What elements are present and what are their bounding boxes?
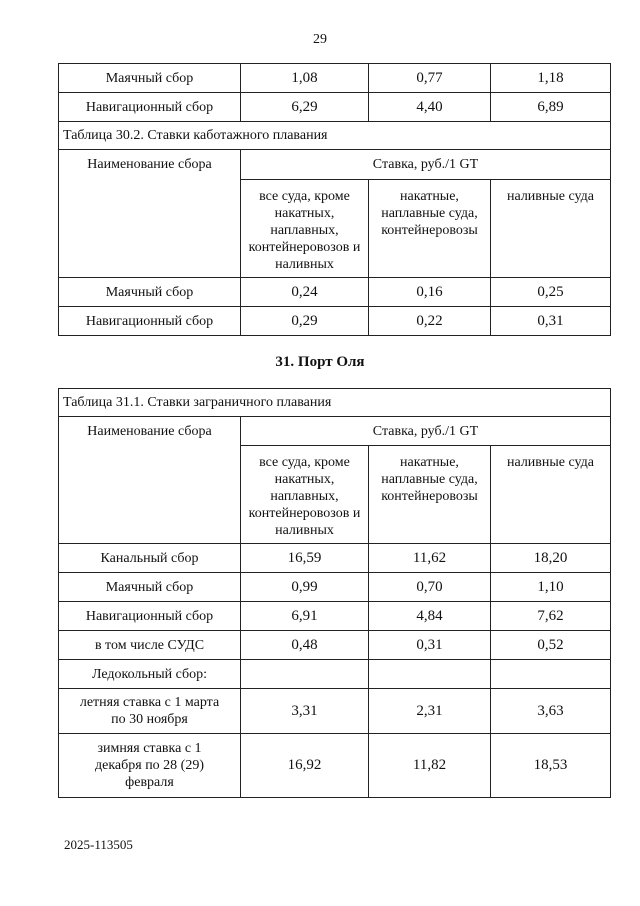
column-header-name: Наименование сбора	[59, 150, 241, 278]
cell-value: 7,62	[491, 602, 611, 631]
row-name: в том числе СУДС	[59, 631, 241, 660]
table-row	[59, 734, 611, 798]
column-subheader: накатные, наплавные суда, контейнеровозы	[369, 180, 491, 278]
cell-value: 6,91	[241, 602, 369, 631]
cell-value: 2,31	[369, 689, 491, 734]
cell-value: 1,18	[491, 64, 611, 93]
table-caption-row	[59, 122, 611, 150]
table-row	[59, 93, 611, 122]
row-name: летняя ставка с 1 марта по 30 ноября	[59, 689, 241, 734]
column-header-rate: Ставка, руб./1 GT	[241, 417, 611, 446]
table-caption: Таблица 30.2. Ставки каботажного плавания	[59, 122, 611, 150]
cell-value: 0,29	[241, 307, 369, 336]
cell-value: 3,31	[241, 689, 369, 734]
cell-value: 16,92	[241, 734, 369, 798]
row-name: Навигационный сбор	[59, 307, 241, 336]
cell-value	[241, 660, 369, 689]
cell-value: 0,22	[369, 307, 491, 336]
column-subheader: все суда, кроме накатных, наплавных, контейнеровозов и наливных	[241, 446, 369, 544]
table-header-row	[59, 417, 611, 446]
row-name: Маячный сбор	[59, 278, 241, 307]
cell-value: 0,52	[491, 631, 611, 660]
cell-value: 0,48	[241, 631, 369, 660]
column-header-name: Наименование сбора	[59, 417, 241, 544]
cell-value	[369, 660, 491, 689]
cell-value: 0,99	[241, 573, 369, 602]
cell-value: 0,16	[369, 278, 491, 307]
table-continuation	[58, 63, 611, 122]
table-header-row	[59, 150, 611, 180]
cell-value: 0,25	[491, 278, 611, 307]
column-header-rate: Ставка, руб./1 GT	[241, 150, 611, 180]
table-row	[59, 573, 611, 602]
table-caption-row	[59, 389, 611, 417]
cell-value: 3,63	[491, 689, 611, 734]
table-row	[59, 660, 611, 689]
cell-value: 1,08	[241, 64, 369, 93]
cell-value: 18,20	[491, 544, 611, 573]
column-subheader: наливные суда	[491, 446, 611, 544]
row-name: Маячный сбор	[59, 573, 241, 602]
table-caption: Таблица 31.1. Ставки заграничного плавания	[59, 389, 611, 417]
cell-value: 0,31	[369, 631, 491, 660]
column-subheader: наливные суда	[491, 180, 611, 278]
row-name: Канальный сбор	[59, 544, 241, 573]
row-name: Навигационный сбор	[59, 602, 241, 631]
section-title: 31. Порт Оля	[275, 354, 365, 370]
table-row	[59, 544, 611, 573]
cell-value: 18,53	[491, 734, 611, 798]
row-name: Навигационный сбор	[59, 93, 241, 122]
column-subheader: все суда, кроме накатных, наплавных, контейнеровозов и наливных	[241, 180, 369, 278]
page-number: 29	[313, 32, 327, 47]
cell-value: 4,40	[369, 93, 491, 122]
cell-value: 16,59	[241, 544, 369, 573]
cell-value: 6,29	[241, 93, 369, 122]
row-name: Ледокольный сбор:	[59, 660, 241, 689]
column-subheader: накатные, наплавные суда, контейнеровозы	[369, 446, 491, 544]
cell-value: 0,77	[369, 64, 491, 93]
table-row	[59, 631, 611, 660]
cell-value: 11,82	[369, 734, 491, 798]
cell-value: 6,89	[491, 93, 611, 122]
cell-value: 4,84	[369, 602, 491, 631]
cell-value: 11,62	[369, 544, 491, 573]
cell-value: 0,24	[241, 278, 369, 307]
document-code: 2025-113505	[64, 837, 133, 852]
table-30-2	[58, 121, 611, 336]
cell-value: 0,31	[491, 307, 611, 336]
table-row	[59, 689, 611, 734]
table-row	[59, 602, 611, 631]
cell-value: 1,10	[491, 573, 611, 602]
table-31-1	[58, 388, 611, 798]
row-name: Маячный сбор	[59, 64, 241, 93]
table-row	[59, 307, 611, 336]
table-row	[59, 64, 611, 93]
cell-value: 0,70	[369, 573, 491, 602]
cell-value	[491, 660, 611, 689]
table-row	[59, 278, 611, 307]
row-name: зимняя ставка с 1 декабря по 28 (29) февраля	[59, 734, 241, 798]
